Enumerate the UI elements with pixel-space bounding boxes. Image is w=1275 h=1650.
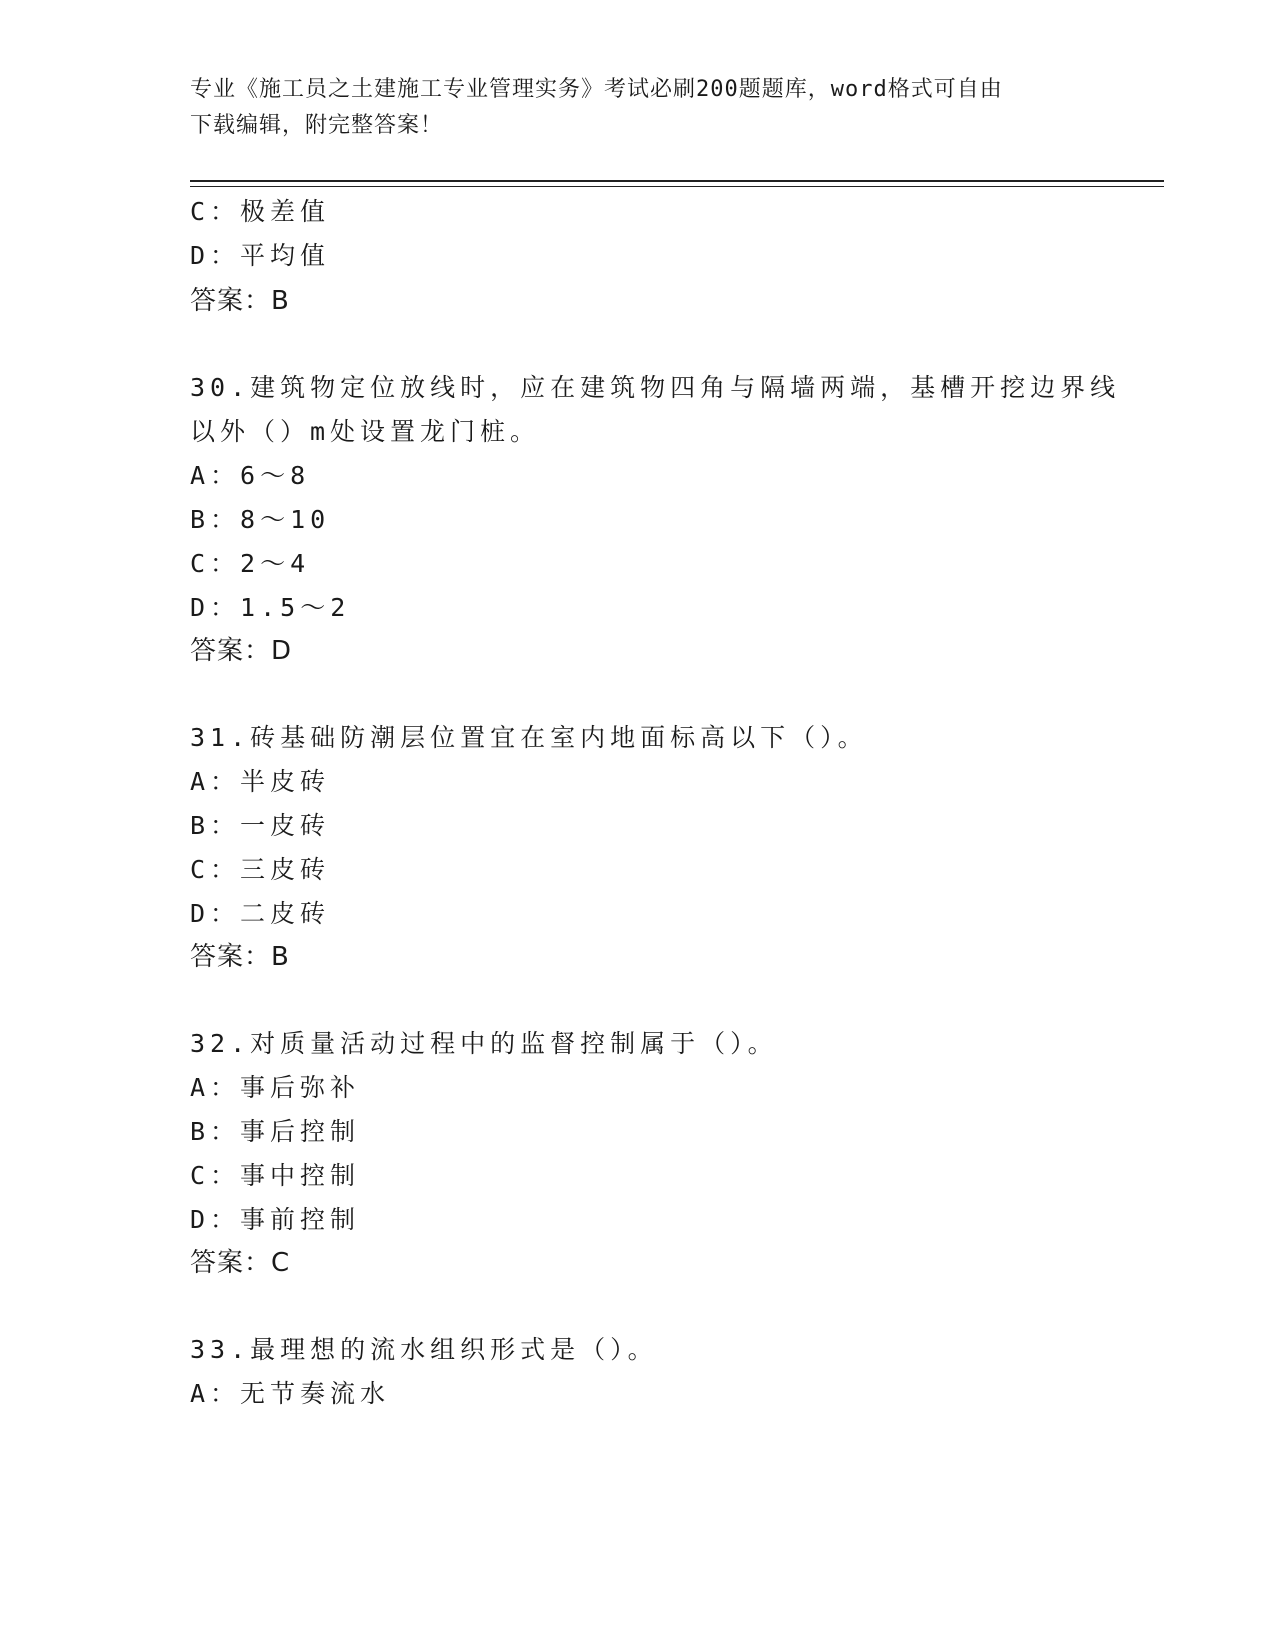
q32-option-c: C：事中控制 xyxy=(190,1161,361,1190)
header-line-2: 下载编辑，附完整答案！ xyxy=(190,113,444,138)
q30-stem-line-1: 30.建筑物定位放线时，应在建筑物四角与隔墙两端，基槽开挖边界线 xyxy=(190,373,1121,402)
q30-option-d: D：1.5～2 xyxy=(190,593,351,622)
q31-stem: 31.砖基础防潮层位置宜在室内地面标高以下（）。 xyxy=(190,723,868,752)
q32-option-a: A：事后弥补 xyxy=(190,1073,361,1102)
q31-option-a: A：半皮砖 xyxy=(190,767,331,796)
document-header xyxy=(190,72,1090,144)
q31-option-d: D：二皮砖 xyxy=(190,899,331,928)
header-divider-thick xyxy=(190,180,1164,182)
header-line-1: 专业《施工员之土建施工专业管理实务》考试必刷200题题库，word格式可自由 xyxy=(190,77,1003,102)
q31-answer: 答案：B xyxy=(190,942,290,972)
q30-option-c: C：2～4 xyxy=(190,549,311,578)
q30-option-a: A：6～8 xyxy=(190,461,311,490)
q29-option-c: C：极差值 xyxy=(190,197,331,226)
header-divider-thin xyxy=(190,186,1164,187)
q30-answer: 答案：D xyxy=(190,636,293,666)
q29-option-d: D：平均值 xyxy=(190,241,331,270)
q33-stem: 33.最理想的流水组织形式是（）。 xyxy=(190,1335,658,1364)
q30-stem-line-2: 以外（）m处设置龙门桩。 xyxy=(190,417,541,446)
q29-answer: 答案：B xyxy=(190,286,290,316)
q31-option-c: C：三皮砖 xyxy=(190,855,331,884)
q31-option-b: B：一皮砖 xyxy=(190,811,331,840)
q33-option-a: A：无节奏流水 xyxy=(190,1379,391,1408)
q32-option-d: D：事前控制 xyxy=(190,1205,361,1234)
q30-option-b: B：8～10 xyxy=(190,505,331,534)
q32-option-b: B：事后控制 xyxy=(190,1117,361,1146)
q32-stem: 32.对质量活动过程中的监督控制属于（）。 xyxy=(190,1029,778,1058)
q32-answer: 答案：C xyxy=(190,1248,291,1278)
